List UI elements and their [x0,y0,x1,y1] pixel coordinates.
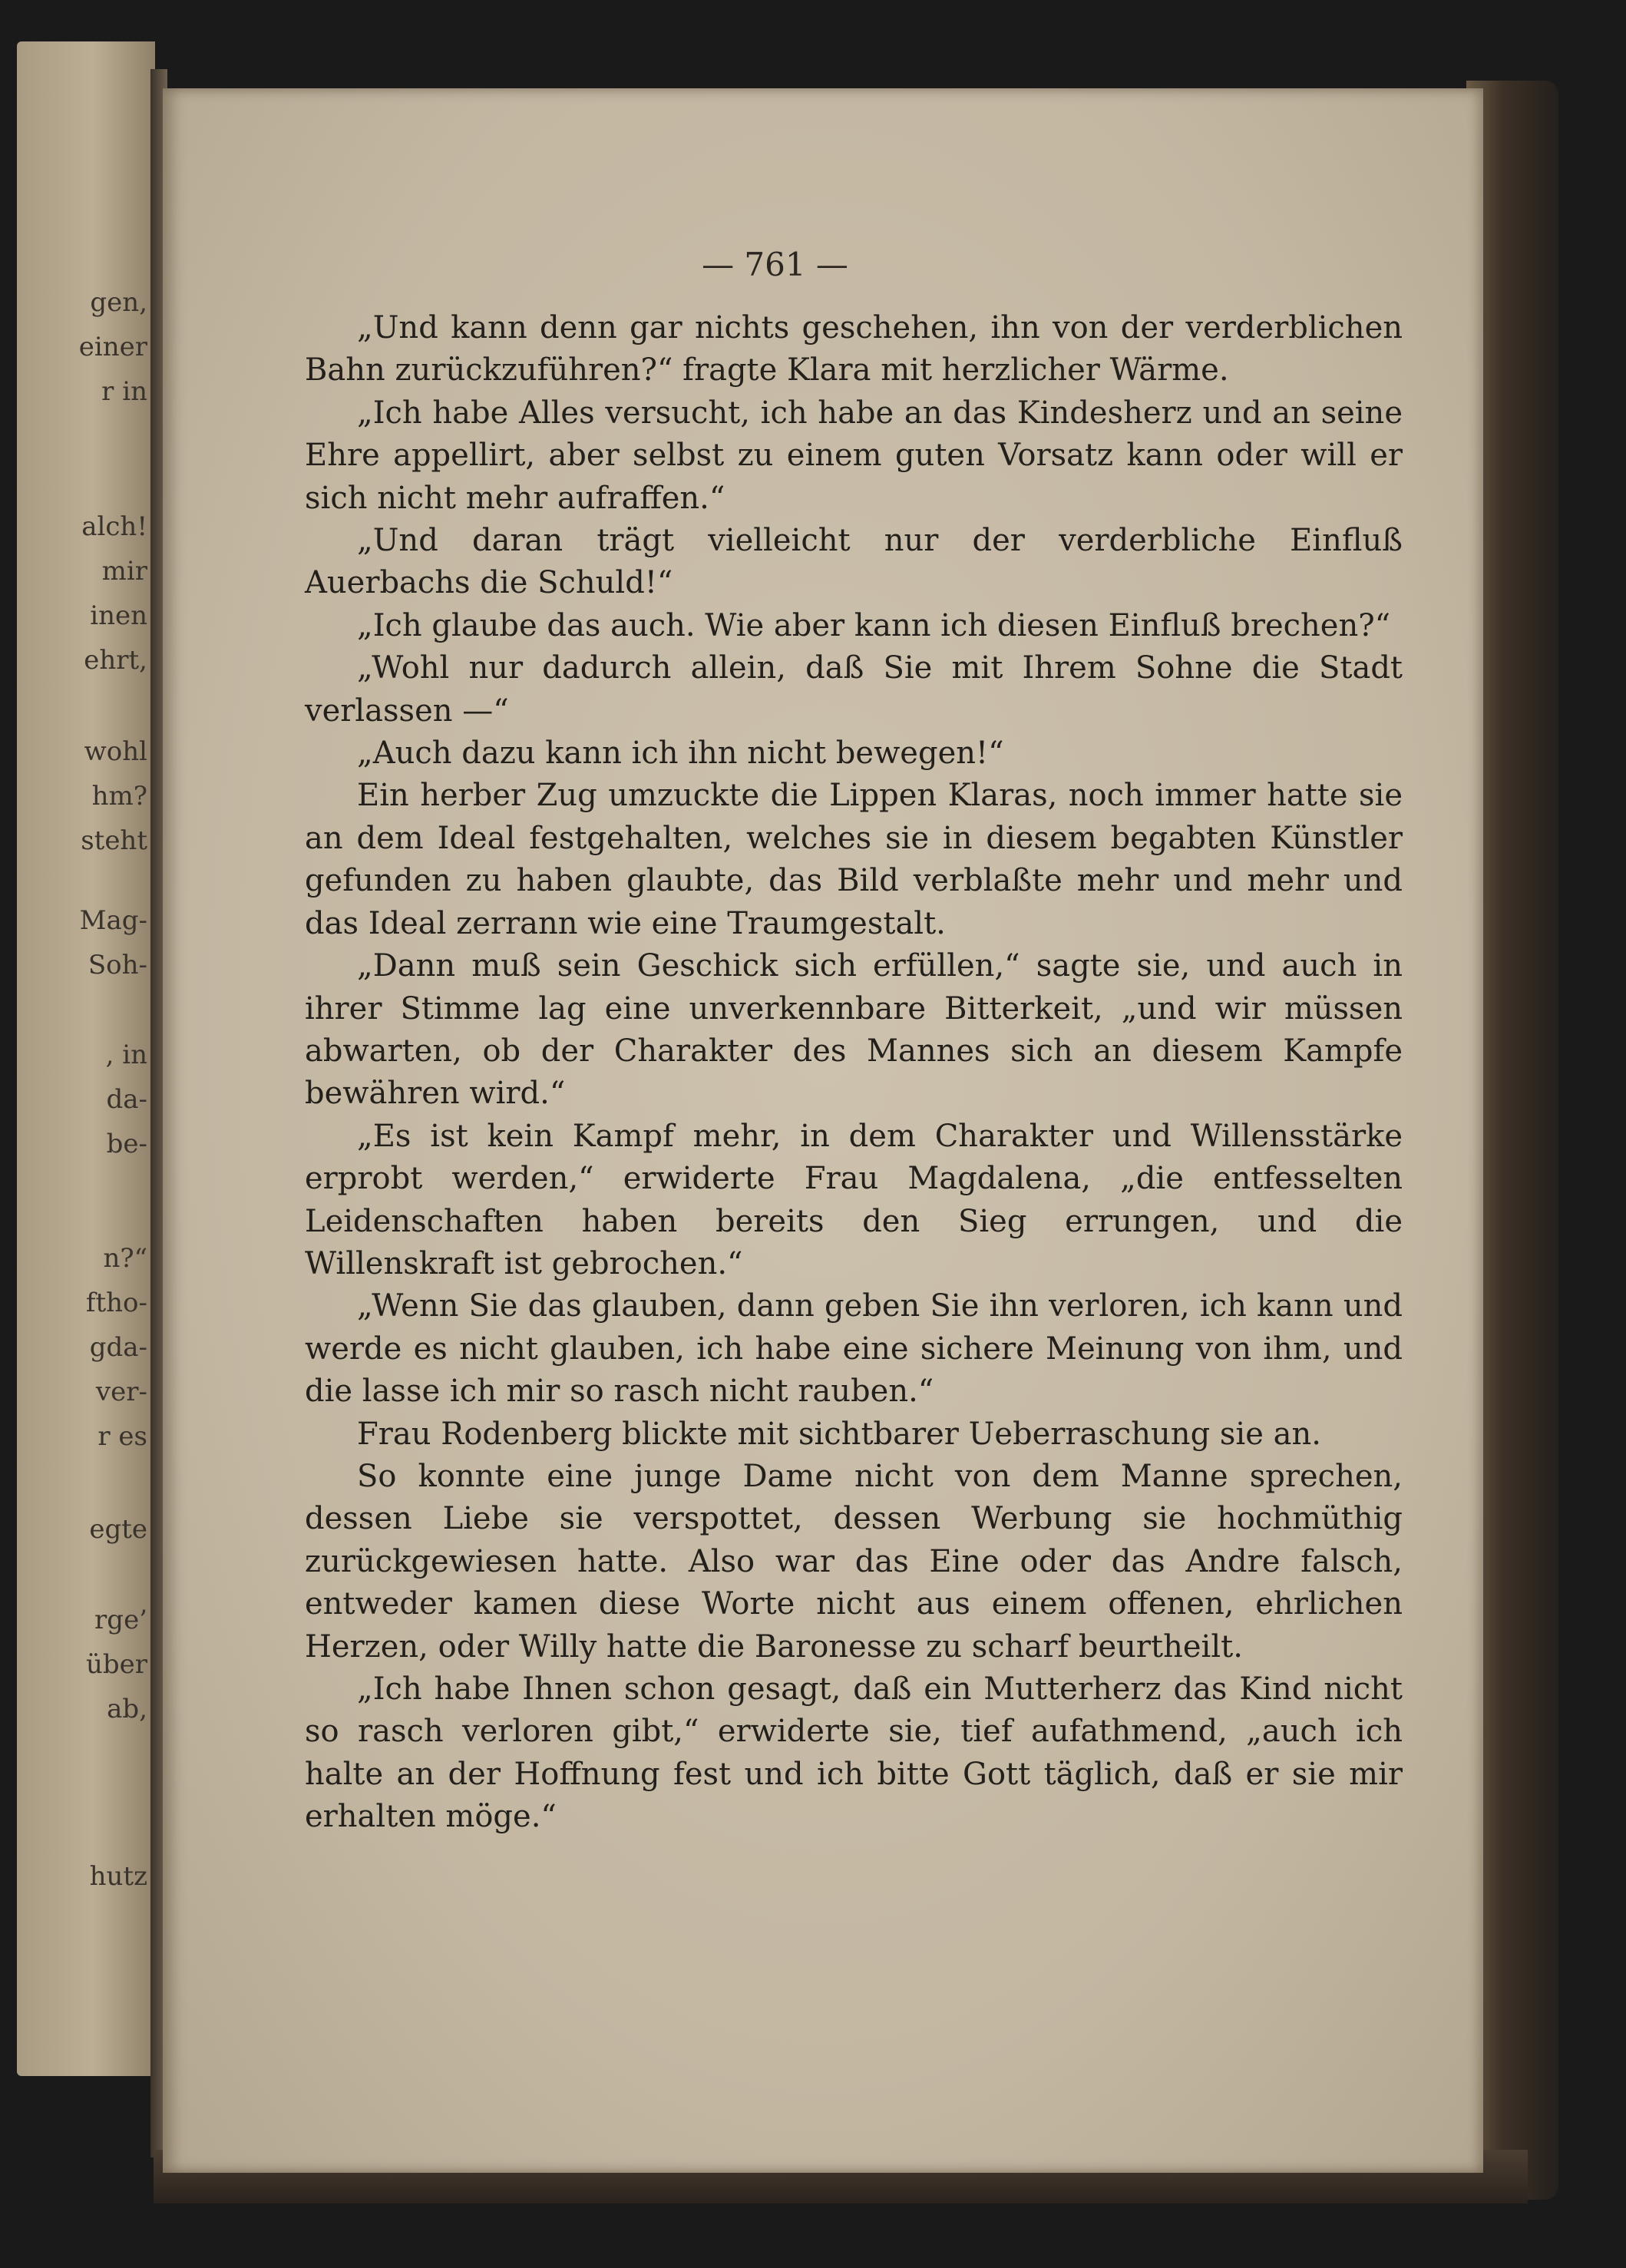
margin-fragment: wohl [84,736,147,767]
paragraph: Ein herber Zug umzuckte die Lippen Klaras, noch immer hatte sie an dem Ideal festgehalten, welches sie in diesem begabten Künstler gefunden zu haben glaubte, das Bild verblaßte mehr und mehr und das Ideal zerrann wie eine Traumgestalt. [305,778,1403,941]
paragraph: So konnte eine junge Dame nicht von dem Manne sprechen, dessen Liebe sie verspottet, dessen Werbung sie hochmüthig zurückgewiesen hatte. Also war das Eine oder das Andre falsch, entweder kamen diese Worte nicht aus einem offenen, ehrlichen Herzen, oder Willy hatte die Baronesse zu scharf beurtheilt. [305,1458,1403,1665]
margin-fragment: alch! [81,511,147,542]
margin-fragment: r in [101,376,147,407]
paragraph: „Es ist kein Kampf mehr, in dem Charakter und Willensstärke erprobt werden,“ erwiderte Frau Magdalena, „die entfesselten Leidenschaften haben bereits den Sieg errungen, und die Willenskraft ist gebrochen.“ [305,1118,1403,1281]
paragraph: „Auch dazu kann ich ihn nicht bewegen!“ [357,736,1004,772]
margin-fragment: gda- [89,1332,147,1363]
paragraph: „Ich habe Ihnen schon gesagt, daß ein Mutterherz das Kind nicht so rasch verloren gibt,“ erwiderte sie, tief aufathmend, „auch ich halte an der Hoffnung fest und ich bitte Gott täglich, daß er sie mir erhalten möge.“ [305,1671,1403,1835]
margin-fragment: gen, [90,287,147,318]
margin-fragment: rge’ [94,1605,147,1635]
paragraph: „Ich glaube das auch. Wie aber kann ich diesen Einfluß brechen?“ [357,607,1391,643]
margin-fragment: ab, [107,1694,147,1724]
margin-fragment: über [85,1649,147,1680]
paragraph: „Und kann denn gar nichts geschehen, ihn von der verderblichen Bahn zurückzuführen?“ fragte Klara mit herzlicher Wärme. [305,310,1403,388]
paragraph: Frau Rodenberg blickte mit sichtbarer Ueberraschung sie an. [357,1416,1321,1452]
margin-fragment: , in [105,1040,147,1070]
margin-fragment: Soh- [88,950,147,980]
margin-fragment: einer [78,332,147,362]
book-page [163,88,1483,2173]
margin-fragment: mir [101,556,147,587]
margin-fragment: hm? [91,781,147,812]
paragraph: „Wenn Sie das glauben, dann geben Sie ihn verloren, ich kann und werde es nicht glauben, ich habe eine sichere Meinung von ihm, und die lasse ich mir so rasch nicht rauben.“ [305,1288,1403,1410]
margin-fragment: da- [106,1084,147,1115]
paragraph: „Ich habe Alles versucht, ich habe an das Kindesherz und an seine Ehre appellirt, aber selbst zu einem guten Vorsatz kann oder will er sich nicht mehr aufraffen.“ [305,395,1403,516]
previous-page-edge [17,41,155,2076]
page-body [305,307,1403,1839]
paragraph: „Dann muß sein Geschick sich erfüllen,“ sagte sie, und auch in ihrer Stimme lag eine unverkennbare Bitterkeit, „und wir müssen abwarten, ob der Charakter des Mannes sich an diesem Kampfe bewähren wird.“ [305,948,1403,1112]
margin-fragment: egte [89,1514,147,1545]
page-number: — 761 — [702,246,848,283]
margin-fragment: be- [106,1129,147,1159]
margin-fragment: hutz [89,1861,147,1892]
margin-fragment: r es [97,1421,147,1452]
margin-fragment: ehrt, [84,645,147,676]
paragraph: „Und daran trägt vielleicht nur der verderbliche Einfluß Auerbachs die Schuld!“ [305,523,1403,601]
paragraph: „Wohl nur dadurch allein, daß Sie mit Ihrem Sohne die Stadt verlassen —“ [305,650,1403,729]
margin-fragment: inen [90,600,147,631]
margin-fragment: n?“ [103,1243,147,1274]
margin-fragment: ver- [95,1377,147,1407]
margin-fragment: steht [81,825,147,856]
margin-fragment: Mag- [79,905,147,936]
margin-fragment: ftho- [85,1288,147,1318]
